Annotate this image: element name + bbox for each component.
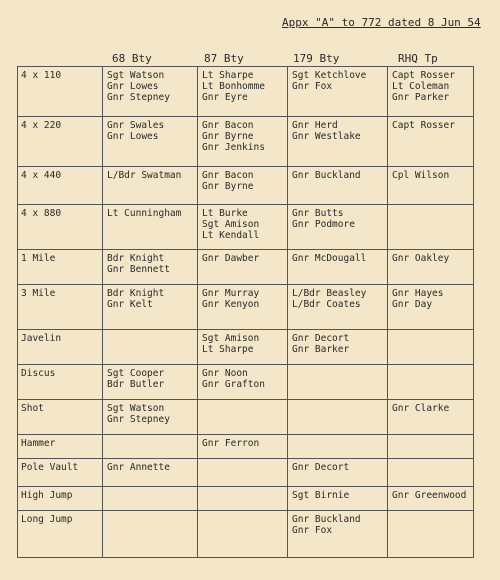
- table-row: [18, 459, 474, 487]
- entrant-name: Gnr Eyre: [202, 92, 248, 103]
- entry-cell: [288, 285, 388, 330]
- entry-cell: [103, 400, 198, 435]
- entry-cell: [103, 67, 198, 117]
- entrant-name: Gnr Kelt: [107, 299, 153, 310]
- entry-cell: [288, 205, 388, 250]
- entry-cell: [388, 400, 474, 435]
- event-name: Long Jump: [21, 514, 73, 525]
- entry-cell: [288, 459, 388, 487]
- entry-cell: [288, 365, 388, 400]
- entrant-name: Gnr Westlake: [292, 131, 361, 142]
- entry-cell: [388, 365, 474, 400]
- entrant-name: Lt Coleman: [392, 81, 450, 92]
- event-name-cell: [18, 117, 103, 167]
- entrant-name: Sgt Amison: [202, 333, 260, 344]
- entrant-name: Gnr Swales: [107, 120, 165, 131]
- table-row: [18, 250, 474, 285]
- table-row: [18, 117, 474, 167]
- event-name-cell: [18, 365, 103, 400]
- entrant-name: Gnr Byrne: [202, 131, 254, 142]
- event-name: High Jump: [21, 490, 73, 501]
- event-name: 1 Mile: [21, 253, 56, 264]
- entrant-name: Gnr Murray: [202, 288, 260, 299]
- entrant-name: Gnr Lowes: [107, 131, 159, 142]
- entrant-name: Gnr Annette: [107, 462, 170, 473]
- entry-cell: [388, 285, 474, 330]
- entry-cell: [198, 205, 288, 250]
- event-name: 4 x 110: [21, 70, 62, 81]
- event-name-cell: [18, 250, 103, 285]
- entrant-name: Gnr Buckland: [292, 170, 361, 181]
- entrant-name: Sgt Cooper: [107, 368, 165, 379]
- event-name-cell: [18, 459, 103, 487]
- entrant-name: Sgt Watson: [107, 403, 165, 414]
- entry-cell: [388, 511, 474, 558]
- entry-cell: [388, 250, 474, 285]
- entrant-name: Gnr Bacon: [202, 170, 254, 181]
- entry-cell: [388, 435, 474, 459]
- entry-cell: [198, 365, 288, 400]
- event-name-cell: [18, 330, 103, 365]
- entrant-name: Capt Rosser: [392, 70, 455, 81]
- event-name: 4 x 440: [21, 170, 62, 181]
- entrant-name: Sgt Ketchlove: [292, 70, 367, 81]
- entrant-name: Bdr Butler: [107, 379, 165, 390]
- entry-cell: [288, 167, 388, 205]
- table-row: [18, 330, 474, 365]
- entry-cell: [198, 250, 288, 285]
- entrant-name: Sgt Birnie: [292, 490, 350, 501]
- entry-cell: [388, 117, 474, 167]
- event-name-cell: [18, 400, 103, 435]
- entrant-name: Gnr Clarke: [392, 403, 450, 414]
- entry-cell: [103, 167, 198, 205]
- entry-cell: [103, 250, 198, 285]
- entry-cell: [198, 435, 288, 459]
- entrant-name: Gnr Parker: [392, 92, 450, 103]
- entrant-name: Sgt Watson: [107, 70, 165, 81]
- entrant-name: Gnr Buckland: [292, 514, 361, 525]
- entry-cell: [388, 459, 474, 487]
- entry-cell: [103, 511, 198, 558]
- entry-cell: [198, 67, 288, 117]
- entrant-name: Gnr Decort: [292, 462, 350, 473]
- event-name: Hammer: [21, 438, 56, 449]
- column-header-rhq-tp: RHQ Tp: [398, 52, 438, 65]
- entry-cell: [198, 511, 288, 558]
- table-row: [18, 511, 474, 558]
- entrant-name: Gnr Fox: [292, 525, 333, 536]
- entrant-name: Sgt Amison: [202, 219, 260, 230]
- entry-cell: [198, 285, 288, 330]
- entry-cell: [103, 285, 198, 330]
- entrant-name: Lt Sharpe: [202, 70, 254, 81]
- entrant-name: Gnr Jenkins: [202, 142, 265, 153]
- entrant-name: Gnr Podmore: [292, 219, 355, 230]
- table-row: [18, 400, 474, 435]
- entrant-name: Lt Burke: [202, 208, 248, 219]
- entry-cell: [103, 365, 198, 400]
- entrant-name: Gnr Butts: [292, 208, 344, 219]
- entry-cell: [198, 459, 288, 487]
- event-name: Discus: [21, 368, 56, 379]
- event-name-cell: [18, 487, 103, 511]
- event-name: Shot: [21, 403, 44, 414]
- entrant-name: Gnr McDougall: [292, 253, 367, 264]
- entrant-name: Gnr Grafton: [202, 379, 265, 390]
- entrant-name: Gnr Greenwood: [392, 490, 467, 501]
- entrant-name: Gnr Lowes: [107, 81, 159, 92]
- column-header-179-bty: 179 Bty: [293, 52, 340, 65]
- column-header-68-bty: 68 Bty: [112, 52, 152, 65]
- entry-cell: [103, 435, 198, 459]
- table-row: [18, 167, 474, 205]
- entrant-name: Gnr Barker: [292, 344, 350, 355]
- event-name-cell: [18, 205, 103, 250]
- entrant-name: Gnr Ferron: [202, 438, 260, 449]
- entry-cell: [198, 400, 288, 435]
- column-header-87-bty: 87 Bty: [204, 52, 244, 65]
- entry-cell: [198, 167, 288, 205]
- entrant-name: Lt Kendall: [202, 230, 260, 241]
- entry-cell: [288, 487, 388, 511]
- table-row: [18, 365, 474, 400]
- event-name: 4 x 880: [21, 208, 62, 219]
- entry-cell: [288, 117, 388, 167]
- event-name-cell: [18, 67, 103, 117]
- entry-cell: [103, 205, 198, 250]
- entry-cell: [288, 67, 388, 117]
- entrant-name: Bdr Knight: [107, 288, 165, 299]
- entrant-name: Gnr Hayes: [392, 288, 444, 299]
- entry-cell: [288, 435, 388, 459]
- table-row: [18, 487, 474, 511]
- table-row: [18, 285, 474, 330]
- table-row: [18, 435, 474, 459]
- event-name-cell: [18, 511, 103, 558]
- entry-cell: [388, 205, 474, 250]
- entrant-name: Gnr Fox: [292, 81, 333, 92]
- events-table: [17, 66, 474, 558]
- entry-cell: [388, 167, 474, 205]
- event-name: Pole Vault: [21, 462, 79, 473]
- entrant-name: Gnr Day: [392, 299, 433, 310]
- entrant-name: Gnr Stepney: [107, 414, 170, 425]
- entry-cell: [388, 330, 474, 365]
- entry-cell: [288, 511, 388, 558]
- table-row: [18, 67, 474, 117]
- entry-cell: [103, 487, 198, 511]
- entrant-name: Lt Sharpe: [202, 344, 254, 355]
- entrant-name: Gnr Bennett: [107, 264, 170, 275]
- entrant-name: L/Bdr Beasley: [292, 288, 367, 299]
- entrant-name: Gnr Noon: [202, 368, 248, 379]
- entry-cell: [288, 400, 388, 435]
- event-name: 4 x 220: [21, 120, 62, 131]
- entrant-name: Gnr Oakley: [392, 253, 450, 264]
- entrant-name: Bdr Knight: [107, 253, 165, 264]
- entrant-name: Gnr Stepney: [107, 92, 170, 103]
- entrant-name: Gnr Bacon: [202, 120, 254, 131]
- entry-cell: [288, 250, 388, 285]
- entrant-name: Gnr Decort: [292, 333, 350, 344]
- entrant-name: L/Bdr Swatman: [107, 170, 182, 181]
- entrant-name: Gnr Byrne: [202, 181, 254, 192]
- entrant-name: Gnr Herd: [292, 120, 338, 131]
- entry-cell: [388, 487, 474, 511]
- appendix-heading: Appx "A" to 772 dated 8 Jun 54: [282, 16, 481, 29]
- entry-cell: [103, 330, 198, 365]
- event-name-cell: [18, 167, 103, 205]
- entry-cell: [198, 330, 288, 365]
- entrant-name: Gnr Kenyon: [202, 299, 260, 310]
- entry-cell: [103, 117, 198, 167]
- entry-cell: [103, 459, 198, 487]
- entrant-name: Gnr Dawber: [202, 253, 260, 264]
- entry-cell: [388, 67, 474, 117]
- entry-cell: [198, 487, 288, 511]
- entrant-name: Capt Rosser: [392, 120, 455, 131]
- entrant-name: Lt Cunningham: [107, 208, 182, 219]
- event-name-cell: [18, 435, 103, 459]
- events-table-body: [18, 67, 474, 558]
- event-name: Javelin: [21, 333, 62, 344]
- entry-cell: [198, 117, 288, 167]
- entrant-name: L/Bdr Coates: [292, 299, 361, 310]
- event-name-cell: [18, 285, 103, 330]
- entrant-name: Lt Bonhomme: [202, 81, 265, 92]
- entrant-name: Cpl Wilson: [392, 170, 450, 181]
- event-name: 3 Mile: [21, 288, 56, 299]
- table-row: [18, 205, 474, 250]
- entry-cell: [288, 330, 388, 365]
